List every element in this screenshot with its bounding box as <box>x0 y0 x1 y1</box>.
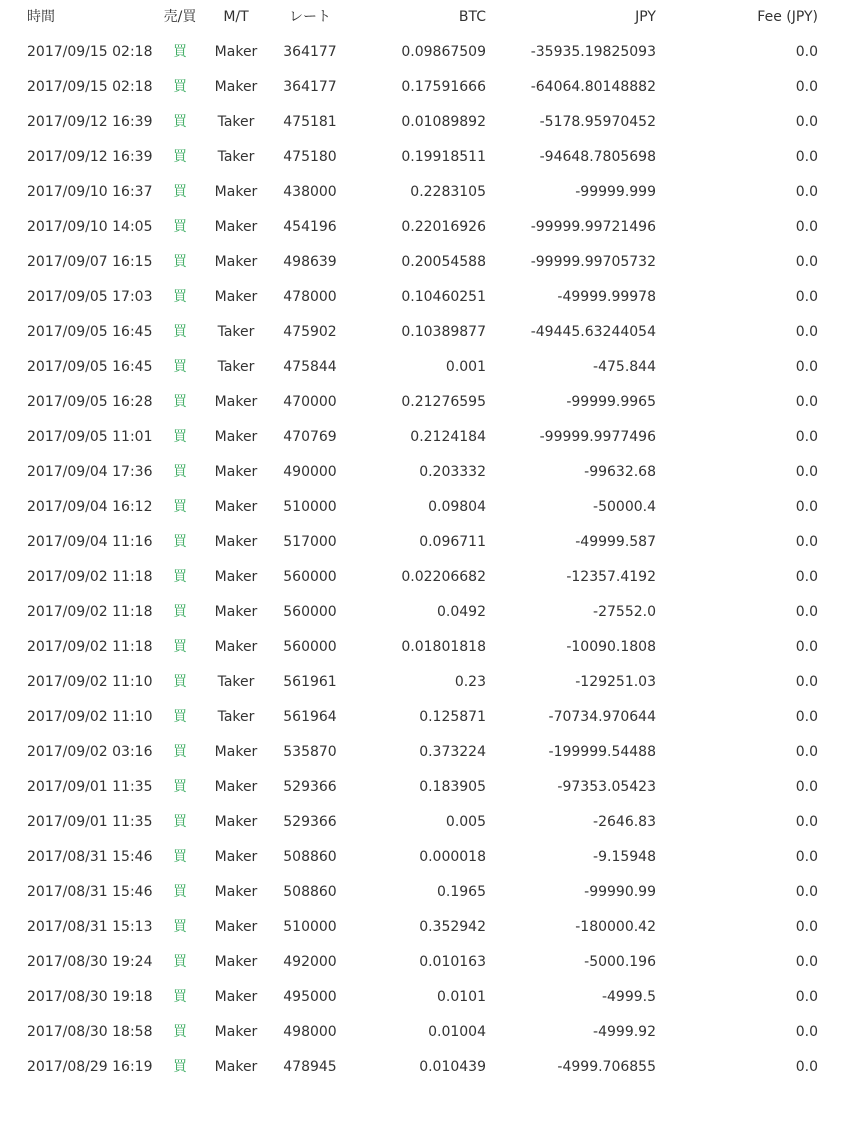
trade-maker-taker: Maker <box>214 884 258 900</box>
trade-rate: 498639 <box>283 254 337 270</box>
trade-maker-taker: Maker <box>214 849 258 865</box>
trade-fee: 0.0 <box>795 359 818 375</box>
trade-fee: 0.0 <box>795 1059 818 1075</box>
table-row <box>0 875 848 910</box>
trade-jpy-amount: -99999.9965 <box>566 394 656 410</box>
trade-rate: 475180 <box>283 149 337 165</box>
trade-jpy-amount: -12357.4192 <box>566 569 656 585</box>
header-fee: Fee (JPY) <box>757 9 818 25</box>
trade-btc-amount: 0.01801818 <box>401 639 486 655</box>
trade-side: 買 <box>173 744 187 760</box>
trade-side: 買 <box>173 709 187 725</box>
trade-maker-taker: Maker <box>214 429 258 445</box>
header-maker-taker: M/T <box>223 9 249 25</box>
trade-maker-taker: Maker <box>214 954 258 970</box>
trade-maker-taker: Maker <box>214 989 258 1005</box>
trade-side: 買 <box>173 639 187 655</box>
trade-side: 買 <box>173 779 187 795</box>
trade-rate: 478000 <box>283 289 337 305</box>
trade-fee: 0.0 <box>795 884 818 900</box>
trade-rate: 535870 <box>283 744 337 760</box>
trade-btc-amount: 0.10460251 <box>401 289 486 305</box>
trade-side: 買 <box>173 989 187 1005</box>
trade-fee: 0.0 <box>795 709 818 725</box>
trade-fee: 0.0 <box>795 814 818 830</box>
trade-btc-amount: 0.2283105 <box>410 184 486 200</box>
trade-fee: 0.0 <box>795 989 818 1005</box>
trade-jpy-amount: -199999.54488 <box>548 744 656 760</box>
trade-btc-amount: 0.10389877 <box>401 324 486 340</box>
trade-btc-amount: 0.183905 <box>419 779 486 795</box>
trade-maker-taker: Maker <box>214 779 258 795</box>
trade-rate: 364177 <box>283 79 337 95</box>
table-row <box>0 455 848 490</box>
trade-maker-taker: Maker <box>214 1059 258 1075</box>
header-jpy: JPY <box>635 9 656 25</box>
table-row <box>0 980 848 1015</box>
trade-jpy-amount: -9.15948 <box>593 849 656 865</box>
trade-rate: 529366 <box>283 814 337 830</box>
trade-jpy-amount: -4999.92 <box>593 1024 656 1040</box>
trade-maker-taker: Maker <box>214 534 258 550</box>
trade-rate: 478945 <box>283 1059 337 1075</box>
trade-jpy-amount: -99999.99705732 <box>530 254 656 270</box>
trade-time: 2017/09/12 16:39 <box>27 114 153 130</box>
trade-fee: 0.0 <box>795 114 818 130</box>
trade-btc-amount: 0.21276595 <box>401 394 486 410</box>
trade-maker-taker: Taker <box>217 149 255 165</box>
table-row <box>0 210 848 245</box>
table-row <box>0 805 848 840</box>
trade-rate: 508860 <box>283 884 337 900</box>
trade-maker-taker: Maker <box>214 254 258 270</box>
trade-time: 2017/09/05 16:45 <box>27 359 153 375</box>
trade-btc-amount: 0.01089892 <box>401 114 486 130</box>
trade-side: 買 <box>173 604 187 620</box>
trade-time: 2017/08/31 15:13 <box>27 919 153 935</box>
trade-side: 買 <box>173 114 187 130</box>
trade-jpy-amount: -129251.03 <box>575 674 656 690</box>
trade-jpy-amount: -99999.999 <box>575 184 656 200</box>
table-row <box>0 735 848 770</box>
table-row <box>0 840 848 875</box>
table-row <box>0 350 848 385</box>
trade-btc-amount: 0.09867509 <box>401 44 486 60</box>
trade-maker-taker: Maker <box>214 394 258 410</box>
trade-time: 2017/09/04 17:36 <box>27 464 153 480</box>
trade-rate: 475902 <box>283 324 337 340</box>
trade-time: 2017/09/07 16:15 <box>27 254 153 270</box>
trade-rate: 454196 <box>283 219 337 235</box>
header-side: 売/買 <box>163 9 197 25</box>
trade-jpy-amount: -27552.0 <box>593 604 656 620</box>
trade-fee: 0.0 <box>795 1024 818 1040</box>
table-row <box>0 70 848 105</box>
trade-rate: 438000 <box>283 184 337 200</box>
trade-rate: 508860 <box>283 849 337 865</box>
trade-fee: 0.0 <box>795 534 818 550</box>
trade-rate: 560000 <box>283 569 337 585</box>
trade-maker-taker: Maker <box>214 219 258 235</box>
header-btc: BTC <box>458 9 486 25</box>
trade-side: 買 <box>173 674 187 690</box>
trade-side: 買 <box>173 324 187 340</box>
trade-side: 買 <box>173 814 187 830</box>
trade-maker-taker: Maker <box>214 569 258 585</box>
trade-time: 2017/09/01 11:35 <box>27 814 153 830</box>
trade-btc-amount: 0.352942 <box>419 919 486 935</box>
trade-side: 買 <box>173 464 187 480</box>
trade-time: 2017/09/05 16:45 <box>27 324 153 340</box>
trade-side: 買 <box>173 394 187 410</box>
trade-jpy-amount: -99632.68 <box>584 464 656 480</box>
trade-btc-amount: 0.203332 <box>419 464 486 480</box>
trade-rate: 510000 <box>283 919 337 935</box>
trade-fee: 0.0 <box>795 849 818 865</box>
trade-jpy-amount: -97353.05423 <box>557 779 656 795</box>
trade-fee: 0.0 <box>795 79 818 95</box>
trade-time: 2017/09/02 03:16 <box>27 744 153 760</box>
trade-maker-taker: Taker <box>217 114 255 130</box>
trade-btc-amount: 0.01004 <box>428 1024 486 1040</box>
trade-jpy-amount: -49999.99978 <box>557 289 656 305</box>
trade-side: 買 <box>173 534 187 550</box>
trade-rate: 560000 <box>283 604 337 620</box>
trade-rate: 490000 <box>283 464 337 480</box>
trade-rate: 498000 <box>283 1024 337 1040</box>
table-header <box>0 0 848 35</box>
trade-jpy-amount: -49445.63244054 <box>530 324 656 340</box>
trade-side: 買 <box>173 254 187 270</box>
trade-btc-amount: 0.0101 <box>437 989 486 1005</box>
trade-jpy-amount: -2646.83 <box>593 814 656 830</box>
trade-fee: 0.0 <box>795 289 818 305</box>
trade-maker-taker: Maker <box>214 814 258 830</box>
trade-jpy-amount: -49999.587 <box>575 534 656 550</box>
trade-maker-taker: Maker <box>214 184 258 200</box>
trade-side: 買 <box>173 919 187 935</box>
trade-fee: 0.0 <box>795 919 818 935</box>
table-row <box>0 245 848 280</box>
trade-time: 2017/09/12 16:39 <box>27 149 153 165</box>
trade-btc-amount: 0.1965 <box>437 884 486 900</box>
trade-fee: 0.0 <box>795 569 818 585</box>
table-row <box>0 1015 848 1050</box>
trade-time: 2017/09/05 16:28 <box>27 394 153 410</box>
table-row <box>0 420 848 455</box>
trade-jpy-amount: -4999.706855 <box>557 1059 656 1075</box>
trade-fee: 0.0 <box>795 324 818 340</box>
trade-maker-taker: Maker <box>214 604 258 620</box>
trade-jpy-amount: -5178.95970452 <box>539 114 656 130</box>
trade-time: 2017/09/15 02:18 <box>27 44 153 60</box>
trade-fee: 0.0 <box>795 954 818 970</box>
table-row <box>0 105 848 140</box>
table-row <box>0 490 848 525</box>
trade-rate: 492000 <box>283 954 337 970</box>
trade-maker-taker: Maker <box>214 289 258 305</box>
trade-time: 2017/09/10 14:05 <box>27 219 153 235</box>
table-row <box>0 385 848 420</box>
trade-fee: 0.0 <box>795 499 818 515</box>
trade-time: 2017/09/05 17:03 <box>27 289 153 305</box>
trade-side: 買 <box>173 1059 187 1075</box>
trade-time: 2017/09/05 11:01 <box>27 429 153 445</box>
header-time: 時間 <box>27 9 55 25</box>
trade-jpy-amount: -35935.19825093 <box>530 44 656 60</box>
trade-side: 買 <box>173 79 187 95</box>
trade-fee: 0.0 <box>795 674 818 690</box>
trade-maker-taker: Taker <box>217 674 255 690</box>
trade-rate: 529366 <box>283 779 337 795</box>
trade-fee: 0.0 <box>795 394 818 410</box>
trade-jpy-amount: -475.844 <box>593 359 656 375</box>
table-row <box>0 315 848 350</box>
trade-time: 2017/09/04 11:16 <box>27 534 153 550</box>
trade-jpy-amount: -10090.1808 <box>566 639 656 655</box>
trade-jpy-amount: -99999.99721496 <box>530 219 656 235</box>
trade-maker-taker: Maker <box>214 744 258 760</box>
trade-time: 2017/08/30 19:24 <box>27 954 153 970</box>
trade-btc-amount: 0.001 <box>445 359 486 375</box>
trade-btc-amount: 0.19918511 <box>401 149 486 165</box>
trade-time: 2017/09/02 11:18 <box>27 569 153 585</box>
trade-btc-amount: 0.005 <box>445 814 486 830</box>
table-body <box>0 35 848 1085</box>
trade-side: 買 <box>173 499 187 515</box>
trade-fee: 0.0 <box>795 219 818 235</box>
trade-fee: 0.0 <box>795 464 818 480</box>
trade-side: 買 <box>173 569 187 585</box>
trade-rate: 517000 <box>283 534 337 550</box>
trade-time: 2017/08/31 15:46 <box>27 849 153 865</box>
trade-side: 買 <box>173 849 187 865</box>
trade-maker-taker: Maker <box>214 44 258 60</box>
trade-btc-amount: 0.000018 <box>419 849 486 865</box>
trade-maker-taker: Taker <box>217 359 255 375</box>
trade-side: 買 <box>173 219 187 235</box>
header-rate: レート <box>289 9 331 25</box>
trade-side: 買 <box>173 289 187 305</box>
trade-btc-amount: 0.22016926 <box>401 219 486 235</box>
trade-time: 2017/09/02 11:18 <box>27 639 153 655</box>
trade-rate: 561964 <box>283 709 337 725</box>
trade-rate: 475181 <box>283 114 337 130</box>
trade-time: 2017/08/30 19:18 <box>27 989 153 1005</box>
trade-jpy-amount: -99999.9977496 <box>539 429 656 445</box>
trade-maker-taker: Maker <box>214 639 258 655</box>
trade-maker-taker: Maker <box>214 919 258 935</box>
trade-maker-taker: Maker <box>214 79 258 95</box>
table-row <box>0 945 848 980</box>
trade-jpy-amount: -70734.970644 <box>548 709 656 725</box>
trade-btc-amount: 0.09804 <box>428 499 486 515</box>
trade-fee: 0.0 <box>795 639 818 655</box>
trade-time: 2017/09/01 11:35 <box>27 779 153 795</box>
table-row <box>0 35 848 70</box>
trade-btc-amount: 0.010439 <box>419 1059 486 1075</box>
trade-btc-amount: 0.373224 <box>419 744 486 760</box>
trade-time: 2017/08/31 15:46 <box>27 884 153 900</box>
trade-rate: 364177 <box>283 44 337 60</box>
trade-fee: 0.0 <box>795 744 818 760</box>
trade-btc-amount: 0.096711 <box>419 534 486 550</box>
trade-side: 買 <box>173 44 187 60</box>
trade-rate: 470000 <box>283 394 337 410</box>
trade-jpy-amount: -5000.196 <box>584 954 656 970</box>
trade-maker-taker: Maker <box>214 499 258 515</box>
table-row <box>0 1050 848 1085</box>
trade-fee: 0.0 <box>795 149 818 165</box>
trade-fee: 0.0 <box>795 604 818 620</box>
trade-side: 買 <box>173 429 187 445</box>
table-row <box>0 665 848 700</box>
trade-jpy-amount: -180000.42 <box>575 919 656 935</box>
trade-rate: 560000 <box>283 639 337 655</box>
trade-maker-taker: Taker <box>217 324 255 340</box>
trade-rate: 495000 <box>283 989 337 1005</box>
trade-side: 買 <box>173 1024 187 1040</box>
table-row <box>0 140 848 175</box>
trade-time: 2017/09/02 11:10 <box>27 709 153 725</box>
trade-fee: 0.0 <box>795 184 818 200</box>
trade-time: 2017/08/29 16:19 <box>27 1059 153 1075</box>
trade-maker-taker: Taker <box>217 709 255 725</box>
table-row <box>0 595 848 630</box>
trade-rate: 510000 <box>283 499 337 515</box>
trade-btc-amount: 0.23 <box>454 674 486 690</box>
trade-time: 2017/09/15 02:18 <box>27 79 153 95</box>
table-row <box>0 525 848 560</box>
trade-time: 2017/09/02 11:10 <box>27 674 153 690</box>
trade-btc-amount: 0.2124184 <box>410 429 486 445</box>
trade-jpy-amount: -50000.4 <box>593 499 656 515</box>
trade-btc-amount: 0.02206682 <box>401 569 486 585</box>
trade-jpy-amount: -64064.80148882 <box>530 79 656 95</box>
trade-btc-amount: 0.010163 <box>419 954 486 970</box>
trade-jpy-amount: -4999.5 <box>601 989 656 1005</box>
trade-rate: 561961 <box>283 674 337 690</box>
trade-side: 買 <box>173 954 187 970</box>
trade-rate: 475844 <box>283 359 337 375</box>
trade-time: 2017/09/02 11:18 <box>27 604 153 620</box>
table-row <box>0 700 848 735</box>
trade-side: 買 <box>173 359 187 375</box>
trade-btc-amount: 0.125871 <box>419 709 486 725</box>
trade-btc-amount: 0.20054588 <box>401 254 486 270</box>
trade-maker-taker: Maker <box>214 464 258 480</box>
trade-jpy-amount: -94648.7805698 <box>539 149 656 165</box>
table-row <box>0 630 848 665</box>
table-row <box>0 910 848 945</box>
table-row <box>0 770 848 805</box>
trade-side: 買 <box>173 884 187 900</box>
trade-rate: 470769 <box>283 429 337 445</box>
table-row <box>0 280 848 315</box>
trade-fee: 0.0 <box>795 779 818 795</box>
trade-jpy-amount: -99990.99 <box>584 884 656 900</box>
trade-time: 2017/09/04 16:12 <box>27 499 153 515</box>
trade-maker-taker: Maker <box>214 1024 258 1040</box>
trade-fee: 0.0 <box>795 44 818 60</box>
trade-time: 2017/08/30 18:58 <box>27 1024 153 1040</box>
trade-fee: 0.0 <box>795 429 818 445</box>
trade-btc-amount: 0.0492 <box>437 604 486 620</box>
trade-btc-amount: 0.17591666 <box>401 79 486 95</box>
trade-side: 買 <box>173 149 187 165</box>
trade-fee: 0.0 <box>795 254 818 270</box>
table-row <box>0 175 848 210</box>
trade-side: 買 <box>173 184 187 200</box>
trade-time: 2017/09/10 16:37 <box>27 184 153 200</box>
table-row <box>0 560 848 595</box>
